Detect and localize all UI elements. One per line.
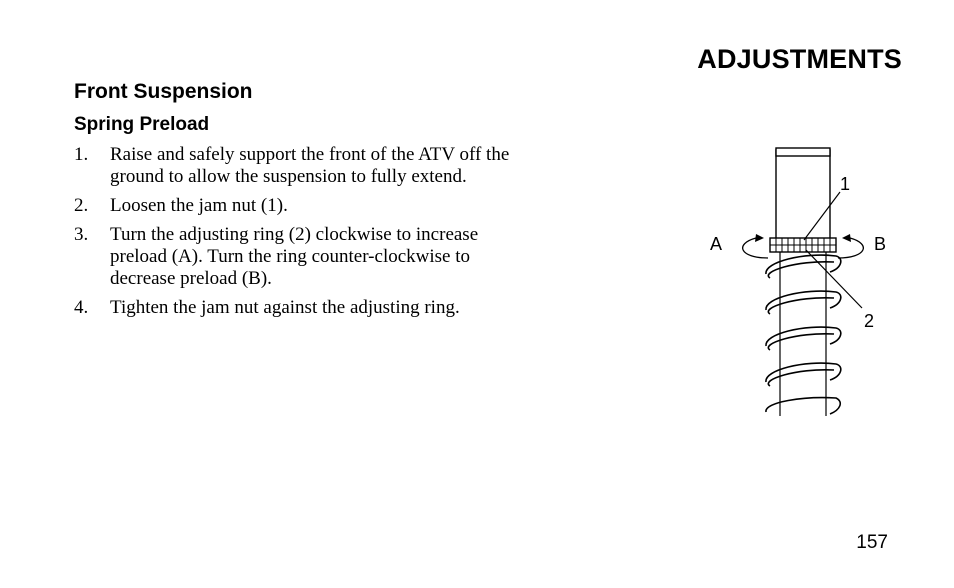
shock-tube — [776, 150, 830, 250]
label-decrease-b: B — [874, 234, 887, 254]
label-jam-nut: 1 — [840, 174, 851, 194]
page-header-title: ADJUSTMENTS — [697, 44, 902, 74]
step-item — [74, 144, 604, 188]
step-text-line: decrease preload (B). — [110, 268, 272, 289]
step-number: 2. — [74, 195, 89, 216]
suspension-spring-diagram — [700, 140, 900, 430]
step-text — [110, 297, 604, 319]
step-text-line: Turn the adjusting ring (2) clockwise to increase — [110, 224, 479, 245]
section-title: Front Suspension — [74, 80, 253, 103]
step-item — [74, 195, 604, 217]
step-text-line: Raise and safely support the front of the ATV off the — [110, 144, 510, 165]
step-text-line: preload (A). Turn the ring counter-clockwise to — [110, 246, 471, 267]
instruction-steps — [74, 144, 604, 326]
step-item — [74, 297, 604, 319]
step-text — [110, 144, 604, 188]
arrowhead-a-icon — [755, 234, 764, 242]
leader-line-adjusting-ring — [806, 250, 862, 308]
arrowhead-b-icon — [842, 234, 851, 242]
step-number: 3. — [74, 224, 89, 245]
subsection-title: Spring Preload — [74, 114, 210, 135]
coil-spring — [766, 255, 841, 414]
shock-cap — [776, 148, 830, 156]
page-number: 157 — [856, 532, 888, 553]
label-increase-a: A — [710, 234, 723, 254]
step-text-line: Loosen the jam nut (1). — [110, 195, 288, 216]
step-text-line: Tighten the jam nut against the adjusting ring. — [110, 297, 460, 318]
step-text — [110, 224, 604, 290]
step-item — [74, 224, 604, 290]
step-text-line: ground to allow the suspension to fully extend. — [110, 166, 467, 187]
label-adjusting-ring: 2 — [864, 311, 875, 331]
step-number: 4. — [74, 297, 89, 318]
step-number: 1. — [74, 144, 89, 165]
step-text — [110, 195, 604, 217]
